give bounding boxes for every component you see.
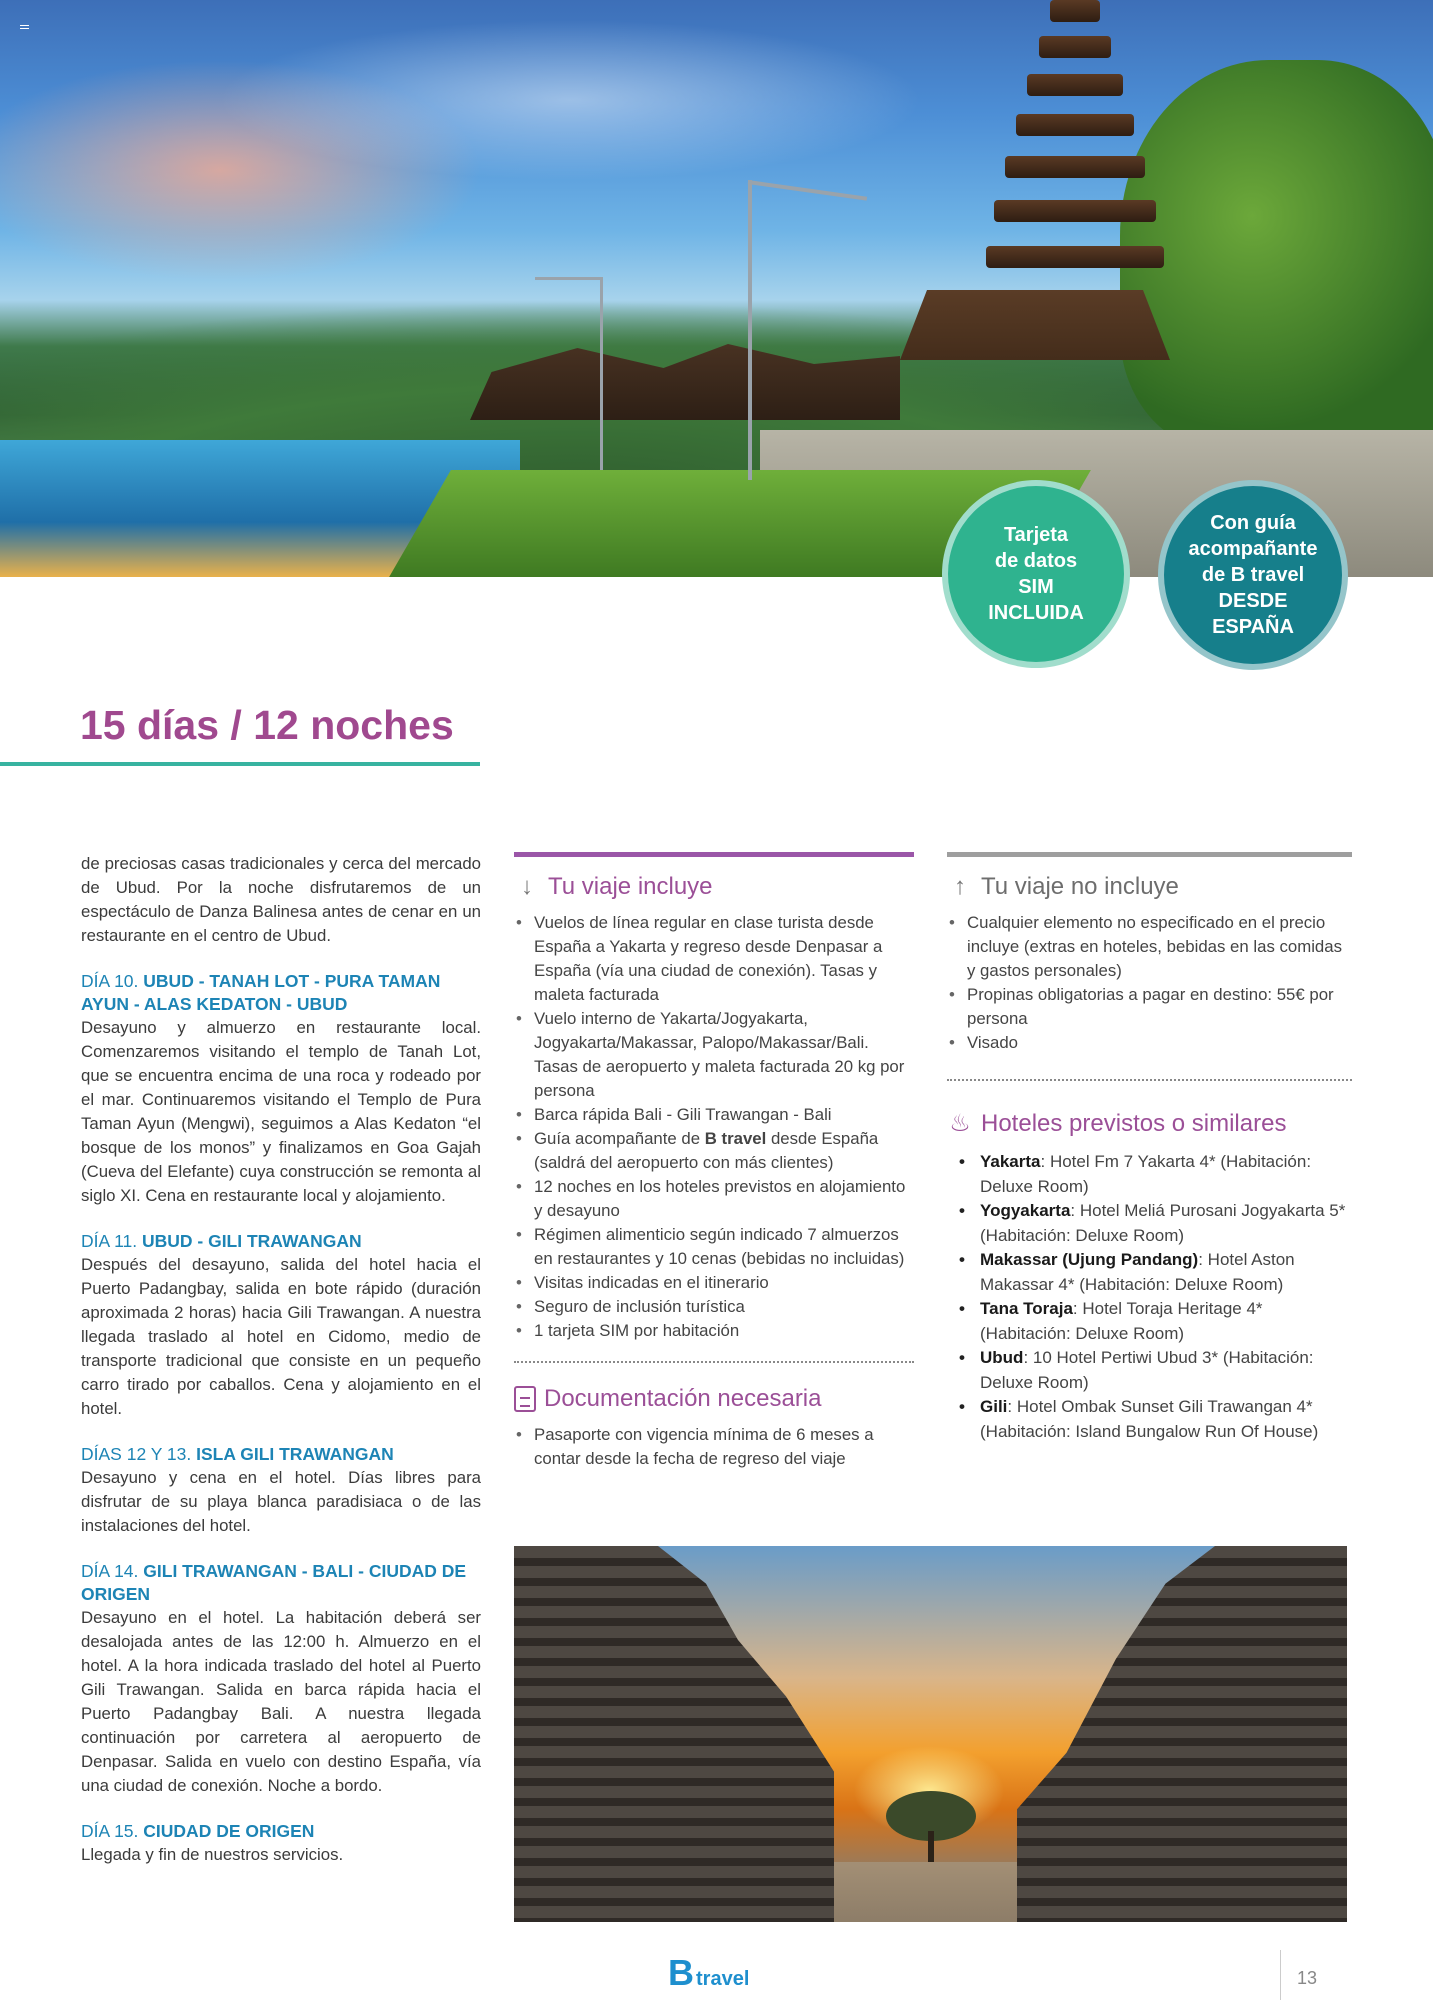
hotel-detail: : Hotel Ombak Sunset Gili Trawangan 4* (Habitación: Island Bungalow Run Of House) [980, 1397, 1319, 1441]
day-heading [81, 1820, 481, 1843]
footer-divider [1280, 1950, 1281, 2000]
temple-sunset-photo [514, 1546, 1347, 1922]
list-item: • 12 noches en los hoteles previstos en alojamiento y desayuno [514, 1175, 914, 1223]
section-divider [514, 1361, 914, 1363]
page-number: 13 [1297, 1968, 1318, 1988]
sim-card-badge: Tarjeta de datos SIM INCLUIDA [942, 480, 1130, 668]
day-number: DÍAS 12 Y 13. [81, 1444, 192, 1464]
documentation-heading [514, 1385, 914, 1413]
hotel-detail: : Hotel Fm 7 Yakarta 4* (Habitación: Deluxe Room) [980, 1152, 1312, 1196]
guide-item-text: desde España (saldrá del aeropuerto con más clientes) [534, 1129, 879, 1172]
passport-icon [514, 1386, 536, 1412]
day-item [81, 1560, 481, 1798]
day-title: ISLA GILI TRAWANGAN [196, 1444, 394, 1464]
btravel-logo [668, 1952, 750, 1993]
hotels-title: Hoteles previstos o similares [981, 1109, 1287, 1137]
intro-text: de preciosas casas tradicionales y cerca del mercado de Ubud. Por la noche disfrutaremos de un espectáculo de Danza Balinesa antes de cenar en un restaurante en el centro de Ubud. [81, 854, 481, 945]
hotels-heading [947, 1109, 1352, 1138]
includes-heading [514, 873, 914, 901]
list-item: • Barca rápida Bali - Gili Trawangan - Bali [514, 1103, 914, 1127]
logo-text: travel [696, 1968, 750, 1990]
day-title: UBUD - TANAH LOT - PURA TAMAN AYUN - ALAS KEDATON - UBUD [81, 971, 441, 1014]
hotel-city: Yogyakarta [980, 1201, 1071, 1220]
hotel-city: Yakarta [980, 1152, 1041, 1171]
hotel-item [947, 1199, 1352, 1248]
day-text: Llegada y fin de nuestros servicios. [81, 1845, 344, 1864]
page-title: 15 días / 12 noches [80, 702, 454, 748]
list-item: • 1 tarjeta SIM por habitación [514, 1319, 914, 1343]
hotel-detail: : 10 Hotel Pertiwi Ubud 3* (Habitación: Deluxe Room) [980, 1348, 1314, 1392]
section-rule [947, 852, 1352, 857]
day-item [81, 970, 481, 1208]
day-text: Desayuno en el hotel. La habitación deberá ser desalojada antes de las 12:00 h. Almuerzo en el hotel. A la hora indicada traslado del hotel al Puerto Gili Trawangan. Salida en barca rápida hacia el Puerto Padangbay Bali. A nuestra llegada continuación por carretera al aeropuerto de Denpasar. Salida en vuelo con destino España, vía una ciudad de conexión. Noche a bordo. [81, 1608, 481, 1795]
excludes-heading [947, 873, 1352, 901]
hotel-item [947, 1297, 1352, 1346]
list-item [514, 1127, 914, 1175]
list-item: • Propinas obligatorias a pagar en destino: 55€ por persona [947, 983, 1352, 1031]
day-text: Después del desayuno, salida del hotel hacia el Puerto Padangbay, salida en bote rápido (duración aproximada 2 horas) hacia Gili Trawangan. A nuestra llegada traslado al hotel en Cidomo, medio de transporte tradicional que consiste en un pequeño carro tirado por caballos. Cena y alojamiento en el hotel. [81, 1255, 481, 1418]
list-item: • Régimen alimenticio según indicado 7 almuerzos en restaurantes y 10 cenas (bebidas no incluidas) [514, 1223, 914, 1271]
section-divider [947, 1079, 1352, 1081]
hotel-detail: : Hotel Meliá Purosani Jogyakarta 5* (Habitación: Deluxe Room) [980, 1201, 1346, 1245]
day-heading [81, 1560, 481, 1606]
brand-name: B travel [704, 1129, 767, 1148]
documentation-list [514, 1423, 914, 1471]
excludes-column [947, 852, 1352, 1444]
day-item [81, 1230, 481, 1421]
section-rule [514, 852, 914, 857]
day-number: DÍA 10. [81, 971, 139, 991]
hotel-detail: : Hotel Toraja Heritage 4* (Habitación: Deluxe Room) [980, 1299, 1263, 1343]
day-text: Desayuno y almuerzo en restaurante local. Comenzaremos visitando el templo de Tanah Lot, que se encuentra encima de una roca y rodeado por el mar. Continuaremos visitando el Templo de Pura Taman Ayun (Mengwi), seguimos a Alas Kedaton “el bosque de los monos” y finalizamos en Goa Gajah (Cueva del Elefante) cuya construcción se remonta al siglo XI. Cena en restaurante local y alojamiento. [81, 1018, 481, 1205]
guide-badge: Con guía acompañante de B travel DESDE ESPAÑA [1158, 480, 1348, 670]
title-underline [0, 762, 480, 766]
hotel-icon: ♨ [949, 1110, 971, 1137]
guide-item-text: Guía acompañante de [534, 1129, 705, 1148]
day-number: DÍA 15. [81, 1821, 139, 1841]
hotel-detail: : Hotel Aston Makassar 4* (Habitación: Deluxe Room) [980, 1250, 1295, 1294]
day-title: GILI TRAWANGAN - BALI - CIUDAD DE ORIGEN [81, 1561, 467, 1604]
day-text: Desayuno y cena en el hotel. Días libres para disfrutar de su playa blanca paradisiaca o de las instalaciones del hotel. [81, 1468, 481, 1535]
includes-column [514, 852, 914, 1471]
hotel-item [947, 1346, 1352, 1395]
list-item: • Vuelos de línea regular en clase turista desde España a Yakarta y regreso desde Denpasar a España (vía una ciudad de conexión). Tasas y maleta facturada [514, 911, 914, 1007]
list-item: • Seguro de inclusión turística [514, 1295, 914, 1319]
list-item: • Visado [947, 1031, 1352, 1055]
includes-list [514, 911, 914, 1343]
includes-title: Tu viaje incluye [548, 873, 713, 900]
day-heading [81, 1230, 481, 1253]
hotel-city: Tana Toraja [980, 1299, 1073, 1318]
day-number: DÍA 11. [81, 1231, 138, 1251]
itinerary-column [81, 852, 481, 1867]
excludes-list [947, 911, 1352, 1055]
list-item: • Pasaporte con vigencia mínima de 6 meses a contar desde la fecha de regreso del viaje [514, 1423, 914, 1471]
list-item: • Vuelo interno de Yakarta/Jogyakarta, Jogyakarta/Makassar, Palopo/Makassar/Bali. Tasas de aeropuerto y maleta facturada 20 kg por persona [514, 1007, 914, 1103]
day-heading [81, 1443, 481, 1466]
hotel-city: Ubud [980, 1348, 1024, 1367]
logo-mark: B [668, 1952, 694, 1993]
hotel-city: Gili [980, 1397, 1008, 1416]
excludes-title: Tu viaje no incluye [981, 873, 1179, 900]
day-number: DÍA 14. [81, 1561, 139, 1581]
day-title: CIUDAD DE ORIGEN [143, 1821, 315, 1841]
list-item: • Visitas indicadas en el itinerario [514, 1271, 914, 1295]
day-heading [81, 970, 481, 1016]
day-item [81, 1443, 481, 1538]
list-item: • Cualquier elemento no especificado en el precio incluye (extras en hoteles, bebidas en las comidas y gastos personales) [947, 911, 1352, 983]
hotel-item [947, 1150, 1352, 1199]
hotel-city: Makassar (Ujung Pandang) [980, 1250, 1199, 1269]
arrow-down-icon: ↓ [521, 873, 533, 900]
documentation-title: Documentación necesaria [544, 1385, 822, 1412]
hotel-item [947, 1395, 1352, 1444]
day-title: UBUD - GILI TRAWANGAN [141, 1231, 362, 1251]
day-item [81, 1820, 481, 1867]
hotel-item [947, 1248, 1352, 1297]
hotels-list [947, 1150, 1352, 1444]
arrow-up-icon: ↑ [954, 873, 966, 900]
menu-icon [20, 25, 29, 29]
